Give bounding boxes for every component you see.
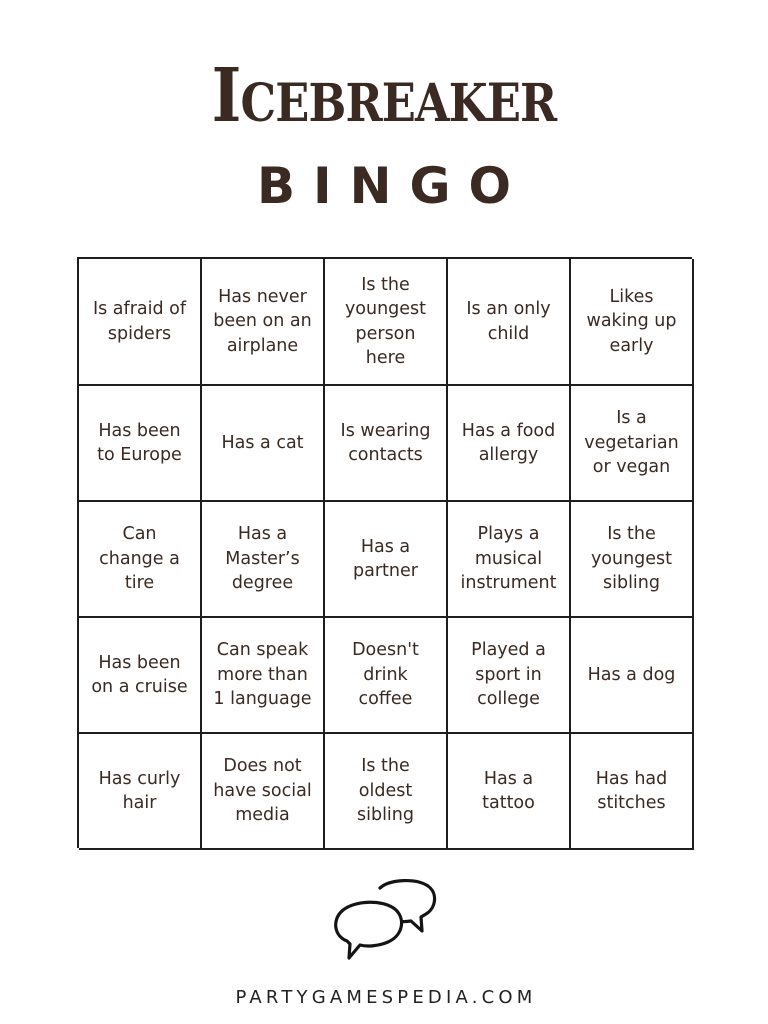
bingo-cell: Has a tattoo	[448, 734, 571, 850]
bingo-cell: Is afraid of spiders	[79, 259, 202, 386]
bingo-cell: Does not have social media	[202, 734, 325, 850]
bingo-cell: Is wearing contacts	[325, 386, 448, 502]
bingo-cell: Has had stitches	[571, 734, 694, 850]
footer-site-name: PARTYGAMESPEDIA.COM	[235, 987, 537, 1008]
bingo-cell: Played a sport in college	[448, 618, 571, 734]
bingo-grid	[77, 257, 692, 848]
bingo-cell: Is an only child	[448, 259, 571, 386]
bingo-cell: Has curly hair	[79, 734, 202, 850]
bingo-cell: Has a cat	[202, 386, 325, 502]
page-subtitle: BINGO	[256, 157, 530, 215]
bingo-cell: Is the youngest sibling	[571, 502, 694, 618]
bingo-cell: Has been on a cruise	[79, 618, 202, 734]
bingo-cell: Has a Master’s degree	[202, 502, 325, 618]
bingo-cell: Has never been on an airplane	[202, 259, 325, 386]
bingo-cell: Plays a musical instrument	[448, 502, 571, 618]
bingo-cell: Has a partner	[325, 502, 448, 618]
bingo-cell: Can speak more than 1 language	[202, 618, 325, 734]
page-title: Icebreaker	[211, 53, 557, 139]
bingo-cell: Doesn't drink coffee	[325, 618, 448, 734]
bingo-cell: Is the oldest sibling	[325, 734, 448, 850]
bingo-cell: Is a vegetarian or vegan	[571, 386, 694, 502]
bingo-cell: Has a dog	[571, 618, 694, 734]
speech-bubbles-icon	[332, 878, 438, 962]
bingo-cell: Has a food allergy	[448, 386, 571, 502]
bingo-cell: Has been to Europe	[79, 386, 202, 502]
bingo-cell: Can change a tire	[79, 502, 202, 618]
bingo-cell: Is the youngest person here	[325, 259, 448, 386]
bingo-cell: Likes waking up early	[571, 259, 694, 386]
